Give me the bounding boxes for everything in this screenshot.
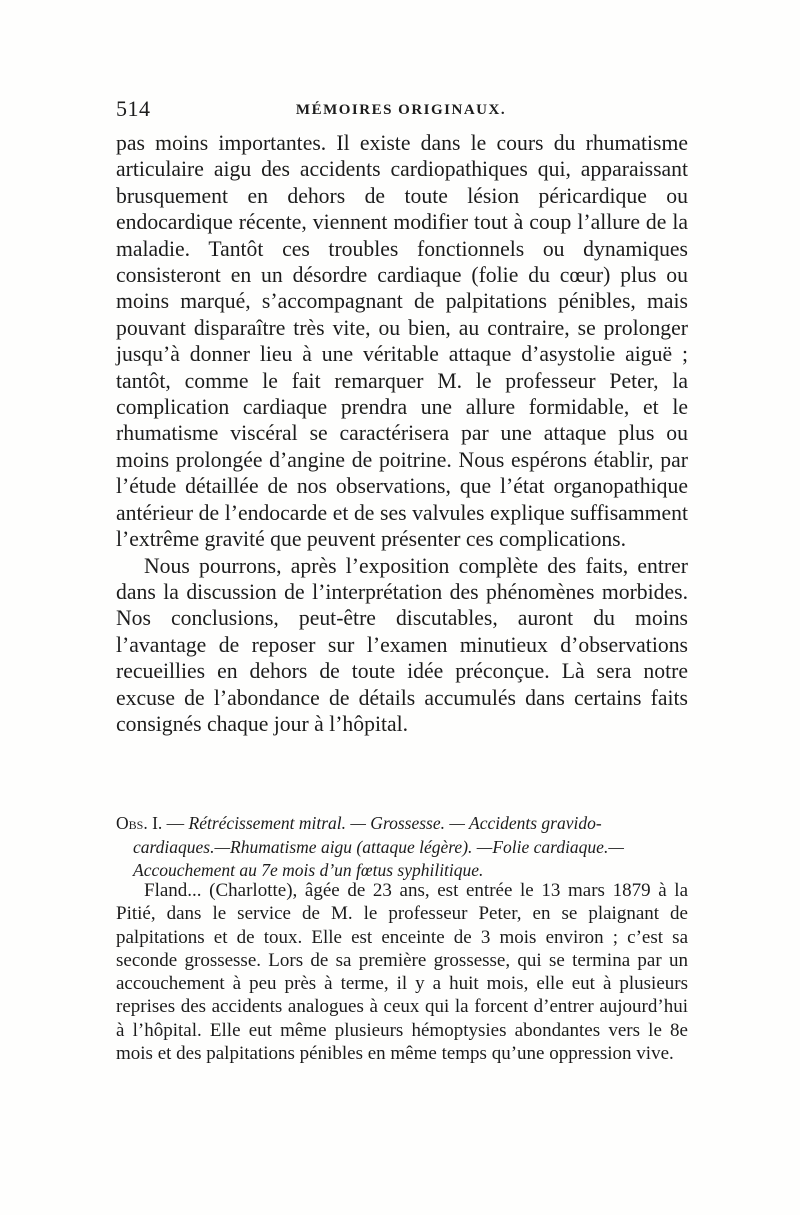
main-text — [116, 130, 688, 737]
observation-number: I. — — [152, 813, 189, 833]
page-header — [116, 96, 686, 128]
observation-paragraph: Fland... (Charlotte), âgée de 23 ans, est entrée le 13 mars 1879 à la Pitié, dans le service de M. le professeur Peter, en se plaignant de palpitations et de toux. Elle est enceinte de 3 mois environ ; c’est sa seconde grossesse. Lors de sa première grossesse, qui se termina par un accouchement à peu près à terme, il y a huit mois, elle eut à plusieurs reprises des accidents analogues à ceux qui la forcent d’entrer aujourd’hui à l’hôpital. Elle eut même plusieurs hémoptysies abondantes vers le 8e mois et des palpitations pénibles en même temps qu’une oppression vive. — [116, 880, 688, 1065]
observation-label: Obs. — [116, 813, 148, 833]
observation-title-line-1: Rétrécissement mitral. — Grossesse. — Accidents gravido- — [188, 813, 602, 833]
observation-heading — [116, 812, 688, 883]
running-head: MÉMOIRES ORIGINAUX. — [295, 102, 507, 118]
paragraph: Nous pourrons, après l’exposition complète des faits, entrer dans la discussion de l’interprétation des phénomènes morbides. Nos conclusions, peut-être discutables, auront du moins l’avantage de reposer sur l’examen minutieux d’observations recueillies en dehors de toute idée préconçue. Là sera notre excuse de l’abondance de détails accumulés dans certains faits consignés chaque jour à l’hôpital. — [116, 553, 688, 736]
observation-title-line-3: Accouchement au 7e mois d’un fœtus syphilitique. — [133, 860, 484, 880]
page-number: 514 — [116, 96, 151, 121]
paragraph-continuation: pas moins importantes. Il existe dans le cours du rhumatisme articulaire aigu des accidents cardiopathiques qui, apparaissant brusquement en dehors de toute lésion péricardique ou endocardique récente, viennent modifier tout à coup l’allure de la maladie. Tantôt ces troubles fonctionnels ou dynamiques consisteront en un désordre cardiaque (folie du cœur) plus ou moins marqué, s’accompagnant de palpitations pénibles, mais pouvant disparaître très vite, ou bien, au contraire, se prolonger jusqu’à donner lieu à une véritable attaque d’asystolie aiguë ; tantôt, comme le fait remarquer M. le professeur Peter, la complication cardiaque prendra une allure formidable, et le rhumatisme viscéral se caractérisera par une attaque plus ou moins prolongée d’angine de poitrine. Nous espérons établir, par l’étude détaillée de nos observations, que l’état organopathique antérieur de l’endocarde et de ses valvules explique suffisamment l’extrême gravité que peuvent présenter ces complications. — [116, 131, 688, 552]
observation-text — [116, 879, 688, 1065]
observation-title-line-2: cardiaques.—Rhumatisme aigu (attaque légère). —Folie cardiaque.— — [133, 836, 624, 857]
